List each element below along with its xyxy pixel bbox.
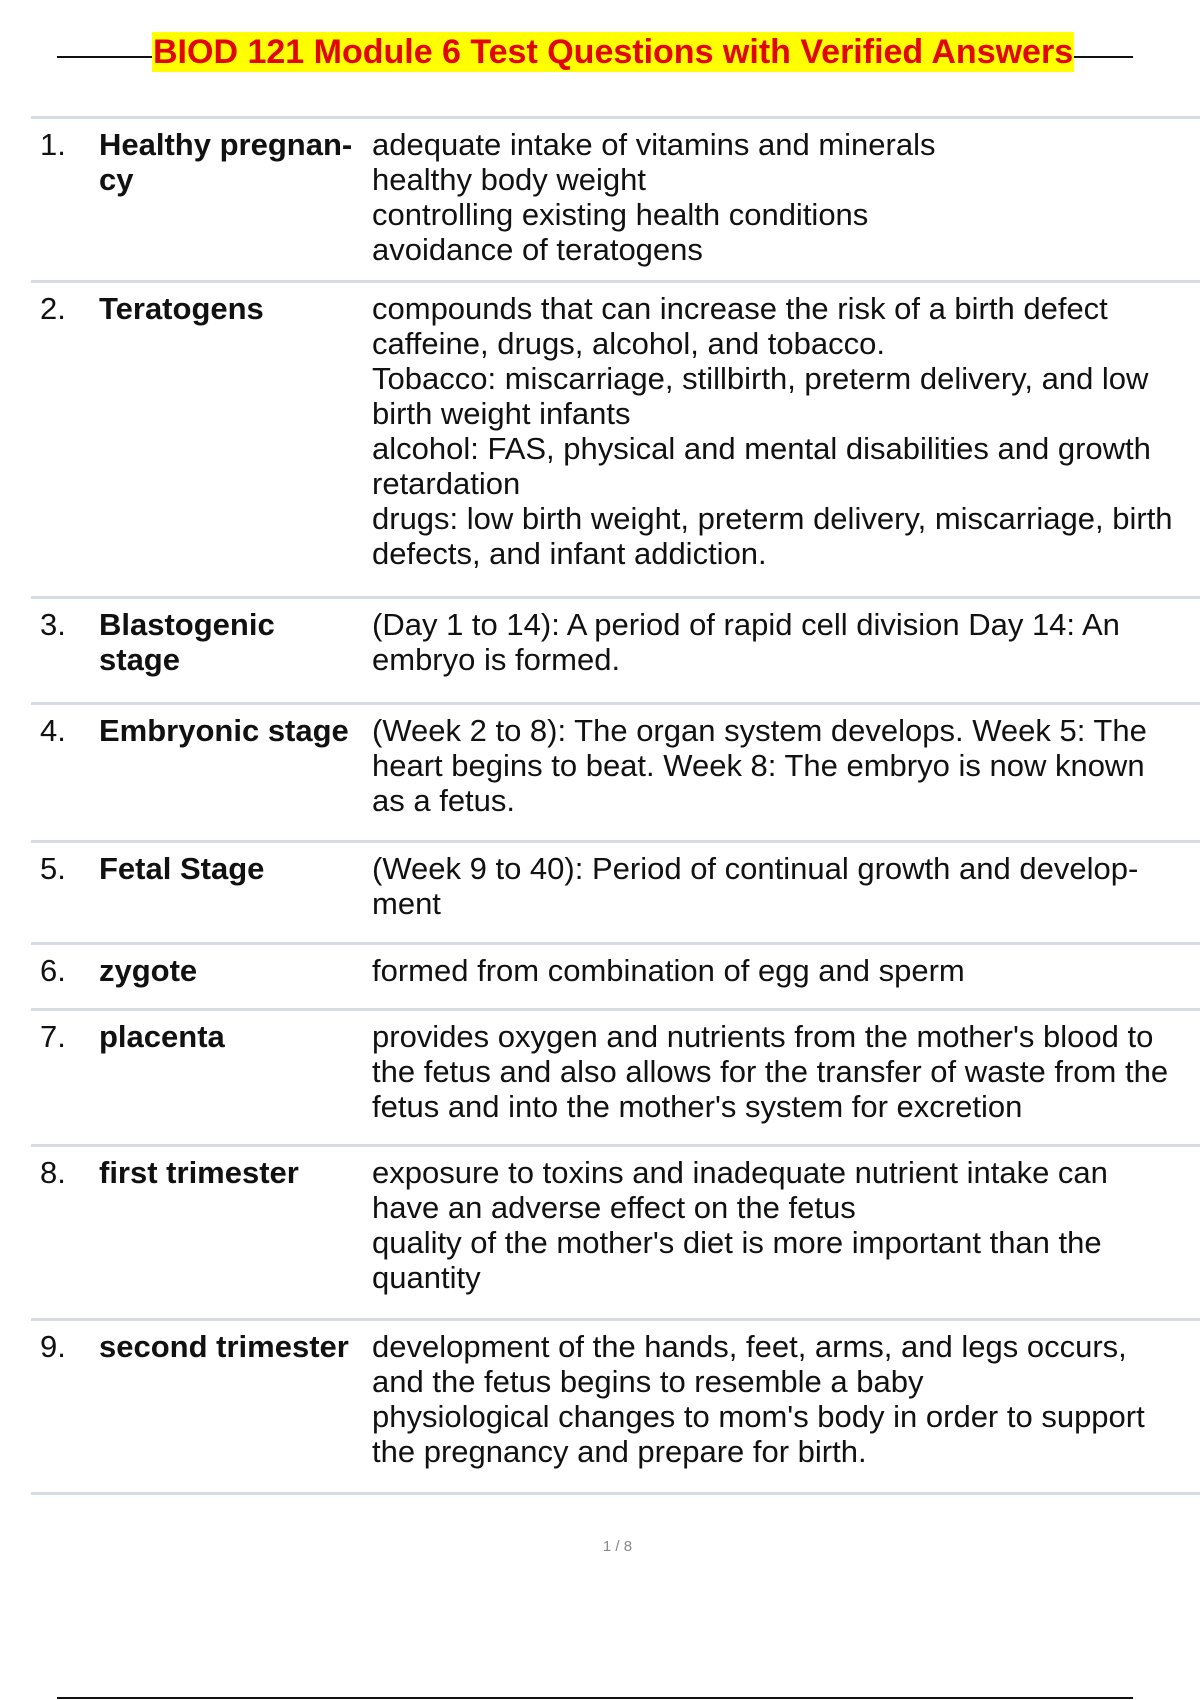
qa-item: [31, 1321, 1200, 1495]
qa-item: [31, 705, 1200, 843]
page-indicator: 1 / 8: [602, 1538, 633, 1555]
qa-term: placenta: [99, 1019, 225, 1054]
qa-item: [31, 843, 1200, 945]
document-header: [57, 30, 1133, 74]
qa-definition: adequate intake of vitamins and minerals healthy body weight controlling existing health conditions avoidance of teratogens: [372, 127, 936, 267]
document-title: BIOD 121 Module 6 Test Questions with Verified Answers: [153, 33, 1074, 71]
qa-definition: compounds that can increase the risk of a birth defect caffeine, drugs, alcohol, and tobacco. Tobacco: miscarriage, stillbirth, preterm delivery, and low birth weight infants alcohol: FAS, physical and mental disabilities and growth retardation drugs: low birth weight, preterm delivery, miscarriage, birth defects, and infant addiction.: [372, 291, 1173, 571]
qa-number: 8.: [40, 1155, 66, 1190]
qa-number: 2.: [40, 291, 66, 326]
qa-definition: (Day 1 to 14): A period of rapid cell division Day 14: An embryo is formed.: [372, 607, 1120, 677]
qa-term: Embryonic stage: [99, 713, 349, 748]
qa-list: [31, 116, 1200, 1495]
qa-term: Blastogenic stage: [99, 607, 275, 677]
qa-item: [31, 599, 1200, 705]
qa-definition: development of the hands, feet, arms, and legs occurs, and the fetus begins to resemble a baby physiological changes to mom's body in order to support the pregnancy and prepare for birth.: [372, 1329, 1145, 1469]
qa-item: [31, 1011, 1200, 1147]
qa-number: 9.: [40, 1329, 66, 1364]
qa-term: first trimester: [99, 1155, 299, 1190]
qa-definition: (Week 2 to 8): The organ system develops. Week 5: The heart begins to beat. Week 8: The embryo is now known as a fetus.: [372, 713, 1147, 818]
qa-number: 1.: [40, 127, 66, 162]
qa-number: 7.: [40, 1019, 66, 1054]
qa-item: [31, 119, 1200, 283]
qa-number: 5.: [40, 851, 66, 886]
qa-number: 4.: [40, 713, 66, 748]
qa-term: second trimester: [99, 1329, 349, 1364]
qa-definition: provides oxygen and nutrients from the mother's blood to the fetus and also allows for the transfer of waste from the fetus and into the mother's system for excretion: [372, 1019, 1169, 1124]
qa-term: Healthy pregnan- cy: [99, 127, 353, 197]
qa-term: Teratogens: [99, 291, 264, 326]
qa-number: 3.: [40, 607, 66, 642]
qa-item: [31, 283, 1200, 599]
qa-item: [31, 945, 1200, 1011]
qa-definition: (Week 9 to 40): Period of continual growth and develop- ment: [372, 851, 1139, 921]
qa-item: [31, 1147, 1200, 1321]
qa-term: zygote: [99, 953, 198, 988]
qa-term: Fetal Stage: [99, 851, 265, 886]
qa-definition: formed from combination of egg and sperm: [372, 953, 965, 988]
qa-number: 6.: [40, 953, 66, 988]
footer-rule: [57, 1697, 1133, 1699]
qa-definition: exposure to toxins and inadequate nutrient intake can have an adverse effect on the fetus quality of the mother's diet is more important than the quantity: [372, 1155, 1108, 1295]
